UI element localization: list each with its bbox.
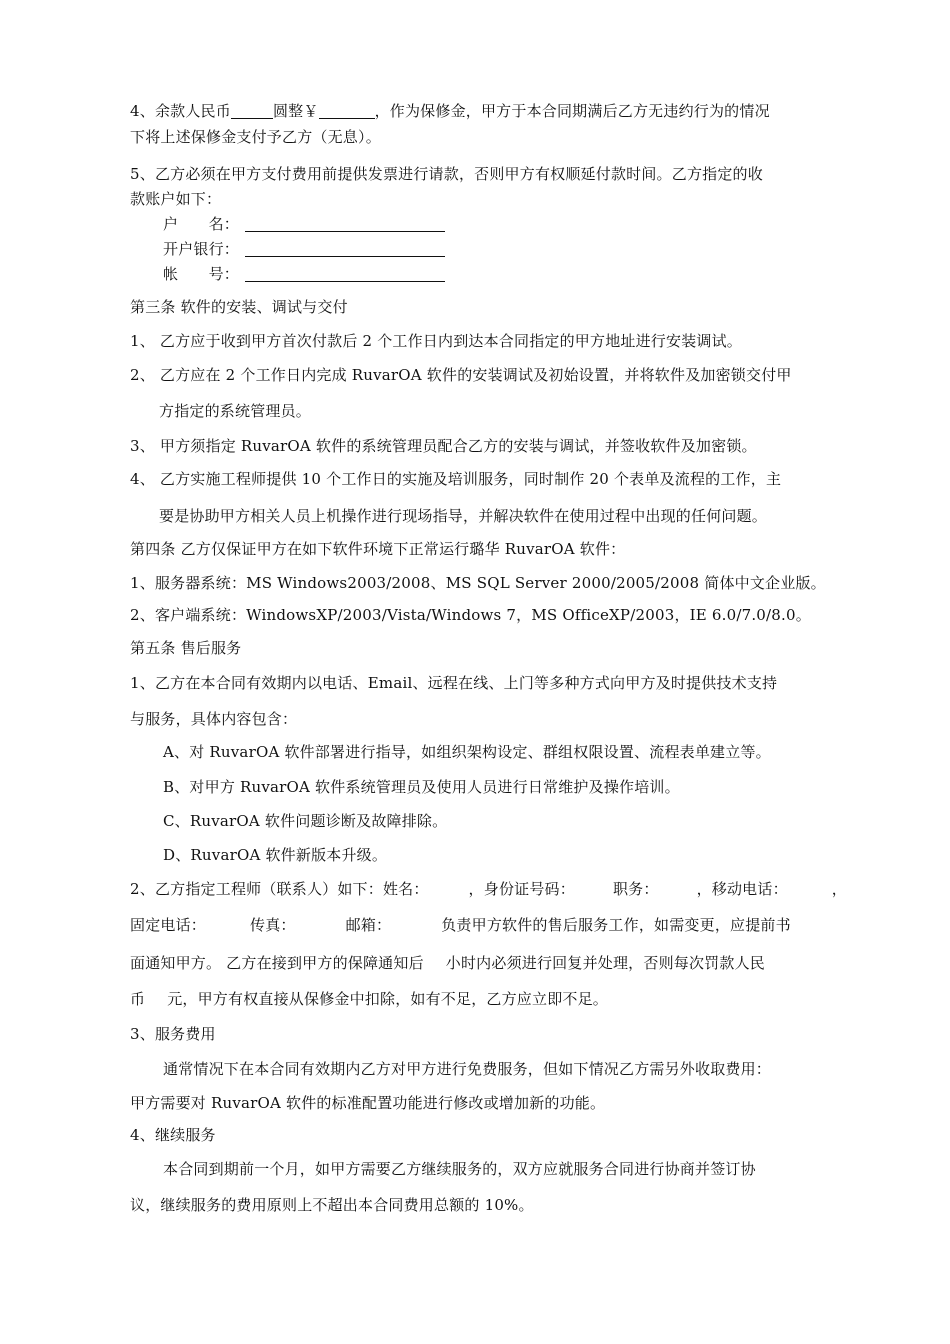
account-name-blank <box>245 216 445 232</box>
text: 圆整￥ <box>272 102 319 120</box>
text: 面通知甲方。 乙方在接到甲方的保障通知后 <box>130 954 424 972</box>
article-3-title: 第三条 软件的安装、调试与交付 <box>130 298 348 316</box>
text: 币 <box>130 990 146 1008</box>
blank-amount-number <box>319 103 375 119</box>
text: 4、余款人民币 <box>130 102 231 120</box>
article-5-s4-title: 4、继续服务 <box>130 1126 216 1144</box>
article-5-s1-line-1: 1、乙方在本合同有效期内以电话、Email、远程在线、上门等多种方式向甲方及时提供技术支持 <box>130 674 778 692</box>
text: 传真： <box>250 916 296 934</box>
text: ，作为保修金，甲方于本合同期满后乙方无违约行为的情况 <box>374 102 770 120</box>
text: 负责甲方软件的售后服务工作，如需变更，应提前书 <box>441 916 791 934</box>
article-5-title: 第五条 售后服务 <box>130 639 242 657</box>
account-number-label: 帐 号： <box>163 265 240 283</box>
text: ，身份证号码： <box>468 880 575 898</box>
clause-4-line-1 <box>130 101 770 121</box>
clause-5-line-2: 款账户如下： <box>130 190 222 208</box>
account-name-label: 户 名： <box>163 215 240 233</box>
article-5-s2-line-2 <box>130 915 791 935</box>
account-name-row <box>163 214 445 234</box>
text: 固定电话： <box>130 916 207 934</box>
article-5-s4-line-1: 本合同到期前一个月，如甲方需要乙方继续服务的，双方应就服务合同进行协商并签订协 <box>163 1160 756 1178</box>
article-3-item-2-line-1: 2、 乙方应在 2 个工作日内完成 RuvarOA 软件的安装调试及初始设置，并将软件及加密锁交付甲 <box>130 366 792 384</box>
blank-amount-words <box>231 103 273 119</box>
account-bank-blank <box>245 241 445 257</box>
article-5-item-b: B、对甲方 RuvarOA 软件系统管理员及使用人员进行日常维护及操作培训。 <box>163 778 680 796</box>
article-3-item-4-line-2: 要是协助甲方相关人员上机操作进行现场指导，并解决软件在使用过程中出现的任何问题。 <box>159 507 768 525</box>
text: 职务： <box>612 880 659 898</box>
text: 2、乙方指定工程师（联系人）如下：姓名： <box>130 880 429 898</box>
article-5-s3-line-2: 甲方需要对 RuvarOA 软件的标准配置功能进行修改或增加新的功能。 <box>130 1094 606 1112</box>
clause-4-line-2: 下将上述保修金支付予乙方（无息）。 <box>130 128 381 146</box>
account-number-blank <box>245 266 445 282</box>
article-3-item-3: 3、 甲方须指定 RuvarOA 软件的系统管理员配合乙方的安装与调试，并签收软件及加密锁。 <box>130 437 757 455</box>
article-4-item-1: 1、服务器系统：MS Windows2003/2008、MS SQL Server 2000/2005/2008 简体中文企业版。 <box>130 574 826 592</box>
article-5-s2-line-4 <box>130 989 608 1009</box>
article-5-item-a: A、对 RuvarOA 软件部署进行指导，如组织架构设定、群组权限设置、流程表单建立等。 <box>163 743 771 761</box>
article-4-item-2: 2、客户端系统：WindowsXP/2003/Vista/Windows 7，MS OfficeXP/2003，IE 6.0/7.0/8.0。 <box>130 606 811 624</box>
article-3-item-1: 1、 乙方应于收到甲方首次付款后 2 个工作日内到达本合同指定的甲方地址进行安装调试。 <box>130 332 742 350</box>
article-4-title: 第四条 乙方仅保证甲方在如下软件环境下正常运行璐华 RuvarOA 软件： <box>130 540 626 558</box>
article-5-s2-line-3 <box>130 953 765 973</box>
article-5-s4-line-2: 议，继续服务的费用原则上不超出本合同费用总额的 10%。 <box>130 1196 534 1214</box>
article-5-s3-title: 3、服务费用 <box>130 1025 216 1043</box>
article-5-s2-line-1 <box>130 879 847 899</box>
text: ，移动电话： <box>696 880 788 898</box>
text: 邮箱： <box>345 916 392 934</box>
clause-5-line-1: 5、乙方必须在甲方支付费用前提供发票进行请款，否则甲方有权顺延付款时间。乙方指定的收 <box>130 165 763 183</box>
article-3-item-4-line-1: 4、 乙方实施工程师提供 10 个工作日的实施及培训服务，同时制作 20 个表单及流程的工作，主 <box>130 470 782 488</box>
text: 元，甲方有权直接从保修金中扣除，如有不足，乙方应立即不足。 <box>167 990 609 1008</box>
text: 小时内必须进行回复并处理，否则每次罚款人民 <box>445 954 765 972</box>
account-bank-row <box>163 239 445 259</box>
account-number-row <box>163 264 445 284</box>
article-5-item-d: D、RuvarOA 软件新版本升级。 <box>163 846 388 864</box>
article-5-item-c: C、RuvarOA 软件问题诊断及故障排除。 <box>163 812 448 830</box>
text: ， <box>831 880 847 898</box>
article-5-s3-line-1: 通常情况下在本合同有效期内乙方对甲方进行免费服务，但如下情况乙方需另外收取费用： <box>163 1060 772 1078</box>
article-3-item-2-line-2: 方指定的系统管理员。 <box>159 402 312 420</box>
article-5-s1-line-2: 与服务，具体内容包含： <box>130 710 298 728</box>
account-bank-label: 开户银行： <box>163 240 240 258</box>
